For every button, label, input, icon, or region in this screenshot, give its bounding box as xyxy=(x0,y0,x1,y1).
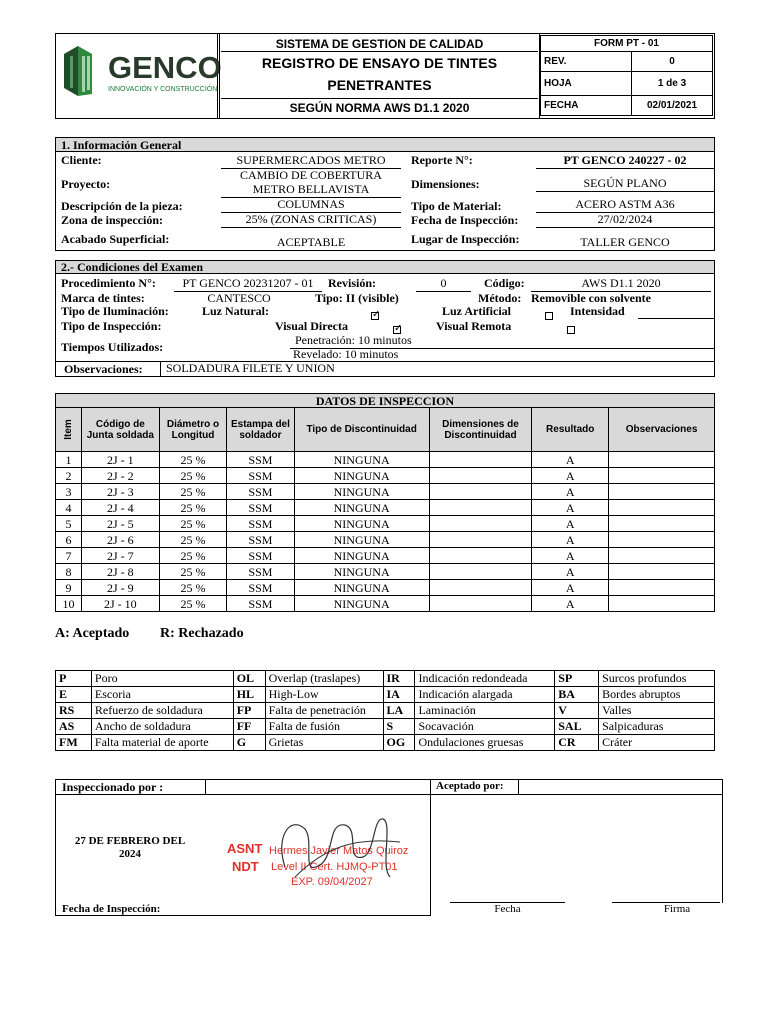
cell-item: 3 xyxy=(56,484,82,500)
code-description: Indicación alargada xyxy=(415,687,555,703)
cell-tipo: NINGUNA xyxy=(294,484,429,500)
form-info-table xyxy=(540,35,713,116)
table-row xyxy=(56,564,715,580)
obs-row-frame xyxy=(56,361,714,376)
col-item xyxy=(56,408,82,452)
luz-natural-label: Luz Natural: xyxy=(202,304,269,318)
cell-tipo: NINGUNA xyxy=(294,564,429,580)
form-title-line1: REGISTRO DE ENSAYO DE TINTES xyxy=(261,55,498,71)
cell-dimensiones xyxy=(429,580,532,596)
code-abbr: SP xyxy=(555,671,599,687)
proc-label: Procedimiento N°: xyxy=(61,276,156,290)
cell-estampa: SSM xyxy=(227,468,294,484)
obs-label: Observaciones: xyxy=(64,362,143,376)
cell-observaciones xyxy=(609,596,715,612)
marca-label: Marca de tintes: xyxy=(61,291,145,305)
acabado-label: Acabado Superficial: xyxy=(61,232,170,246)
lugar-value: TALLER GENCO xyxy=(580,235,670,249)
pieza-value: COLUMNAS xyxy=(221,197,401,213)
cell-estampa: SSM xyxy=(227,484,294,500)
cell-estampa: SSM xyxy=(227,580,294,596)
code-row xyxy=(56,687,715,703)
code-row xyxy=(56,703,715,719)
cell-diametro: 25 % xyxy=(159,468,226,484)
cell-dimensiones xyxy=(429,564,532,580)
zona-value: 25% (ZONAS CRITICAS) xyxy=(221,212,401,228)
cell-codigo: 2J - 6 xyxy=(81,532,159,548)
cell-tipo: NINGUNA xyxy=(294,580,429,596)
pieza-label: Descripción de la pieza: xyxy=(61,199,183,213)
stamp-asnt: ASNT xyxy=(227,841,263,856)
cell-observaciones xyxy=(609,532,715,548)
reporte-value: PT GENCO 240227 - 02 xyxy=(536,153,714,169)
fecha-insp-footer: Fecha de Inspección: xyxy=(62,903,161,915)
handwritten-signature xyxy=(265,807,415,892)
cell-item: 5 xyxy=(56,516,82,532)
cell-observaciones xyxy=(609,468,715,484)
reporte-label: Reporte N°: xyxy=(411,153,473,167)
code-description: High-Low xyxy=(265,687,383,703)
cell-codigo: 2J - 10 xyxy=(81,596,159,612)
cell-observaciones xyxy=(609,580,715,596)
codes-table xyxy=(55,670,715,751)
code-abbr: S xyxy=(383,719,415,735)
norm-label: SEGÚN NORMA AWS D1.1 2020 xyxy=(221,98,538,117)
logo-mark-icon xyxy=(62,44,108,100)
cell-estampa: SSM xyxy=(227,596,294,612)
cell-dimensiones xyxy=(429,500,532,516)
tipo-insp-label: Tipo de Inspección: xyxy=(61,319,162,333)
col-tipo: Tipo de Discontinuidad xyxy=(294,408,429,452)
cell-item: 2 xyxy=(56,468,82,484)
code-description: Socavación xyxy=(415,719,555,735)
system-title: SISTEMA DE GESTION DE CALIDAD xyxy=(221,36,538,52)
cell-estampa: SSM xyxy=(227,548,294,564)
code-abbr: FP xyxy=(233,703,265,719)
marca-value: CANTESCO xyxy=(207,291,271,305)
cell-tipo: NINGUNA xyxy=(294,500,429,516)
code-description: Escoria xyxy=(91,687,233,703)
material-label: Tipo de Material: xyxy=(411,199,502,213)
fecha-insp-label: Fecha de Inspección: xyxy=(411,213,519,227)
brand-name: GENCO xyxy=(108,50,222,85)
datos-title: DATOS DE INSPECCION xyxy=(55,393,715,408)
brand-tagline: INNOVACIÓN Y CONSTRUCCIÓN xyxy=(108,86,218,93)
luz-artificial-checkbox[interactable] xyxy=(545,312,553,320)
code-row xyxy=(56,719,715,735)
table-row xyxy=(56,532,715,548)
table-row xyxy=(56,580,715,596)
stamp-level: Level II Cert. HJMQ-PT01 xyxy=(271,861,398,873)
cell-codigo: 2J - 9 xyxy=(81,580,159,596)
cell-item: 9 xyxy=(56,580,82,596)
table-row xyxy=(56,452,715,468)
code-abbr: SAL xyxy=(555,719,599,735)
cell-resultado: A xyxy=(532,484,609,500)
proyecto-value-1: CAMBIO DE COBERTURA xyxy=(240,168,382,182)
cell-dimensiones xyxy=(429,596,532,612)
code-abbr: CR xyxy=(555,735,599,751)
cell-estampa: SSM xyxy=(227,564,294,580)
cell-observaciones xyxy=(609,564,715,580)
stamp-ndt: NDT xyxy=(232,859,259,874)
revelado-value: Revelado: 10 minutos xyxy=(293,347,399,361)
col-estampa: Estampa del soldador xyxy=(227,408,294,452)
cliente-value: SUPERMERCADOS METRO xyxy=(221,153,401,169)
col-codigo: Código de Junta soldada xyxy=(81,408,159,452)
section-title-general: 1. Información General xyxy=(56,138,714,152)
code-abbr: V xyxy=(555,703,599,719)
cell-dimensiones xyxy=(429,548,532,564)
code-description: Falta material de aporte xyxy=(91,735,233,751)
code-description: Indicación redondeada xyxy=(415,671,555,687)
luz-artificial-label: Luz Artificial xyxy=(442,304,511,318)
cell-resultado: A xyxy=(532,532,609,548)
code-row xyxy=(56,671,715,687)
code-abbr: OL xyxy=(233,671,265,687)
acabado-value: ACEPTABLE xyxy=(276,235,346,249)
cell-estampa: SSM xyxy=(227,516,294,532)
code-abbr: BA xyxy=(555,687,599,703)
intensidad-field[interactable] xyxy=(638,305,714,319)
code-description: Grietas xyxy=(265,735,383,751)
code-abbr: FF xyxy=(233,719,265,735)
obs-value: SOLDADURA FILETE Y UNION xyxy=(160,361,335,376)
hoja-value: 1 de 3 xyxy=(632,72,713,96)
cell-observaciones xyxy=(609,516,715,532)
metodo-label: Método: xyxy=(478,291,522,305)
signature-section xyxy=(55,779,723,917)
col-item-label: Item xyxy=(62,419,74,440)
cell-diametro: 25 % xyxy=(159,516,226,532)
code-description: Valles xyxy=(599,703,715,719)
cell-resultado: A xyxy=(532,516,609,532)
cell-observaciones xyxy=(609,484,715,500)
table-row xyxy=(56,484,715,500)
cell-diametro: 25 % xyxy=(159,532,226,548)
cell-item: 8 xyxy=(56,564,82,580)
cell-tipo: NINGUNA xyxy=(294,452,429,468)
table-row xyxy=(56,468,715,484)
inspection-date-1: 27 DE FEBRERO DEL xyxy=(74,835,186,847)
code-abbr: E xyxy=(56,687,92,703)
cell-tipo: NINGUNA xyxy=(294,548,429,564)
cell-observaciones xyxy=(609,548,715,564)
cell-codigo: 2J - 2 xyxy=(81,468,159,484)
form-code: FORM PT - 01 xyxy=(541,36,713,52)
cell-resultado: A xyxy=(532,500,609,516)
col-observaciones: Observaciones xyxy=(609,408,715,452)
cell-resultado: A xyxy=(532,468,609,484)
section-title-examen: 2.- Condiciones del Examen xyxy=(56,261,714,274)
cell-diametro: 25 % xyxy=(159,548,226,564)
cell-observaciones xyxy=(609,500,715,516)
code-description: Salpicaduras xyxy=(599,719,715,735)
cell-dimensiones xyxy=(429,452,532,468)
cell-item: 6 xyxy=(56,532,82,548)
cell-tipo: NINGUNA xyxy=(294,532,429,548)
revision-value: 0 xyxy=(416,276,471,292)
cell-diametro: 25 % xyxy=(159,580,226,596)
form-title-line2: PENETRANTES xyxy=(327,77,432,93)
table-row xyxy=(56,500,715,516)
cell-codigo: 2J - 5 xyxy=(81,516,159,532)
firma-caption: Firma xyxy=(663,903,691,915)
stamp-exp: EXP. 09/04/2027 xyxy=(291,876,373,888)
codigo-value: AWS D1.1 2020 xyxy=(531,276,711,292)
legend-aceptado: A: Aceptado xyxy=(55,626,130,641)
code-description: Overlap (traslapes) xyxy=(265,671,383,687)
lugar-label: Lugar de Inspección: xyxy=(411,232,520,246)
code-description: Falta de fusión xyxy=(265,719,383,735)
cell-dimensiones xyxy=(429,532,532,548)
code-description: Bordes abruptos xyxy=(599,687,715,703)
table-row xyxy=(56,548,715,564)
col-resultado: Resultado xyxy=(532,408,609,452)
fecha-label: FECHA xyxy=(541,96,632,116)
cell-estampa: SSM xyxy=(227,500,294,516)
code-abbr: G xyxy=(233,735,265,751)
cliente-label: Cliente: xyxy=(61,153,102,167)
dimensiones-label: Dimensiones: xyxy=(411,177,480,191)
cell-codigo: 2J - 1 xyxy=(81,452,159,468)
cell-diametro: 25 % xyxy=(159,596,226,612)
cell-resultado: A xyxy=(532,548,609,564)
legend-rechazado: R: Rechazado xyxy=(160,626,244,641)
examen-section xyxy=(55,260,715,377)
tiempos-label: Tiempos Utilizados: xyxy=(61,340,164,354)
cell-observaciones xyxy=(609,452,715,468)
cell-dimensiones xyxy=(429,468,532,484)
fecha-caption: Fecha xyxy=(494,903,521,915)
code-abbr: OG xyxy=(383,735,415,751)
hoja-label: HOJA xyxy=(541,72,632,96)
cell-dimensiones xyxy=(429,516,532,532)
code-description: Laminación xyxy=(415,703,555,719)
general-info-section xyxy=(55,137,715,251)
code-row xyxy=(56,735,715,751)
cell-resultado: A xyxy=(532,452,609,468)
rev-label: REV. xyxy=(541,52,632,72)
cell-resultado: A xyxy=(532,564,609,580)
cell-item: 4 xyxy=(56,500,82,516)
cell-resultado: A xyxy=(532,580,609,596)
cell-diametro: 25 % xyxy=(159,500,226,516)
iluminacion-label: Tipo de Iluminación: xyxy=(61,304,169,318)
code-abbr: RS xyxy=(56,703,92,719)
table-row xyxy=(56,596,715,612)
sig-right-frame xyxy=(430,779,723,903)
penetracion-value: Penetración: 10 minutos xyxy=(290,333,714,349)
revision-label: Revisión: xyxy=(328,276,376,290)
luz-natural-checkbox[interactable] xyxy=(371,312,379,320)
code-description: Ancho de soldadura xyxy=(91,719,233,735)
table-row xyxy=(56,516,715,532)
cell-tipo: NINGUNA xyxy=(294,516,429,532)
proyecto-label: Proyecto: xyxy=(61,177,111,191)
code-description: Cráter xyxy=(599,735,715,751)
code-description: Refuerzo de soldadura xyxy=(91,703,233,719)
cell-resultado: A xyxy=(532,596,609,612)
code-abbr: IA xyxy=(383,687,415,703)
cell-estampa: SSM xyxy=(227,532,294,548)
sig-divider-1 xyxy=(205,779,206,794)
proc-value: PT GENCO 20231207 - 01 xyxy=(174,276,322,292)
proyecto-value-2: METRO BELLAVISTA xyxy=(221,182,401,198)
metodo-value: Removible con solvente xyxy=(531,291,651,305)
col-diametro: Diámetro o Longitud xyxy=(159,408,226,452)
zona-label: Zona de inspección: xyxy=(61,213,164,227)
cell-item: 1 xyxy=(56,452,82,468)
intensidad-label: Intensidad xyxy=(570,304,625,318)
inspection-table xyxy=(55,407,715,612)
code-description: Ondulaciones gruesas xyxy=(415,735,555,751)
title-block-frame xyxy=(219,33,540,119)
code-abbr: IR xyxy=(383,671,415,687)
company-logo xyxy=(56,34,222,118)
code-abbr: LA xyxy=(383,703,415,719)
inspeccionado-label: Inspeccionado por : xyxy=(62,780,164,794)
code-abbr: HL xyxy=(233,687,265,703)
material-value: ACERO ASTM A36 xyxy=(536,197,714,213)
cell-item: 7 xyxy=(56,548,82,564)
fecha-insp-value: 27/02/2024 xyxy=(536,212,714,228)
col-dimensiones: Dimensiones de Discontinuidad xyxy=(429,408,532,452)
sig-divider-2 xyxy=(518,779,519,794)
stamp-name: Hermes Javier Matos Quiroz xyxy=(269,845,409,857)
cell-tipo: NINGUNA xyxy=(294,596,429,612)
code-description: Falta de penetración xyxy=(265,703,383,719)
code-abbr: FM xyxy=(56,735,92,751)
rev-value: 0 xyxy=(632,52,713,72)
tipo-label: Tipo: II (visible) xyxy=(315,291,399,305)
codigo-label: Código: xyxy=(484,276,525,290)
code-abbr: AS xyxy=(56,719,92,735)
cell-codigo: 2J - 7 xyxy=(81,548,159,564)
cell-diametro: 25 % xyxy=(159,452,226,468)
cell-estampa: SSM xyxy=(227,452,294,468)
cell-dimensiones xyxy=(429,484,532,500)
inspection-date-2: 2024 xyxy=(119,848,141,860)
cell-codigo: 2J - 4 xyxy=(81,500,159,516)
cell-diametro: 25 % xyxy=(159,484,226,500)
cell-item: 10 xyxy=(56,596,82,612)
cell-codigo: 2J - 8 xyxy=(81,564,159,580)
visual-remota-label: Visual Remota xyxy=(436,319,512,333)
code-abbr: P xyxy=(56,671,92,687)
visual-directa-label: Visual Directa xyxy=(275,319,348,333)
cell-codigo: 2J - 3 xyxy=(81,484,159,500)
aceptado-label: Aceptado por: xyxy=(436,780,504,792)
cell-diametro: 25 % xyxy=(159,564,226,580)
fecha-value: 02/01/2021 xyxy=(632,96,713,116)
dimensiones-value: SEGÚN PLANO xyxy=(536,176,714,192)
cell-tipo: NINGUNA xyxy=(294,468,429,484)
code-description: Surcos profundos xyxy=(599,671,715,687)
code-description: Poro xyxy=(91,671,233,687)
